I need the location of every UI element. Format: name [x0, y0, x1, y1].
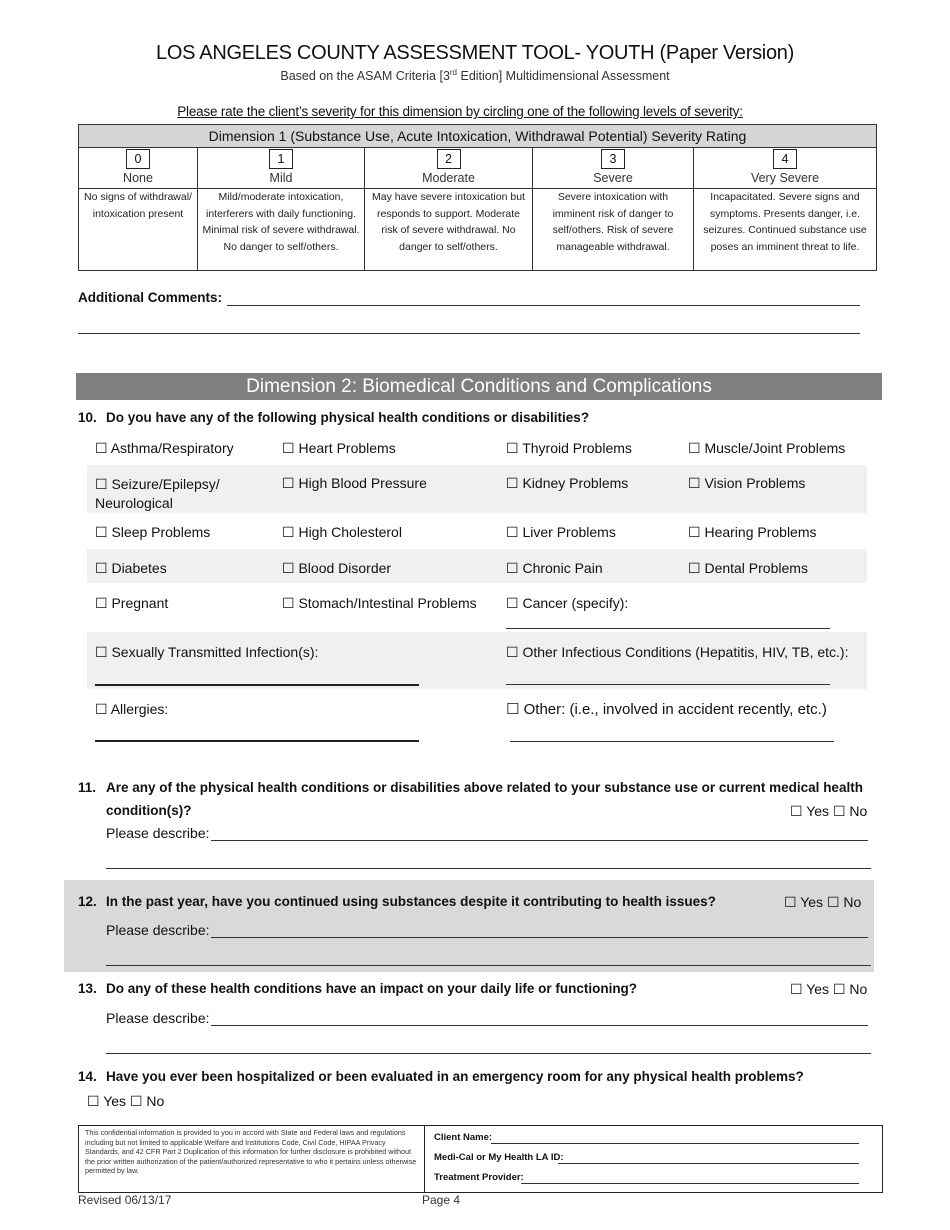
checkbox-stomach-intestinal[interactable]: ☐ Stomach/Intestinal Problems — [282, 595, 477, 611]
q13-yes-no — [790, 981, 867, 998]
q13-no-checkbox[interactable]: ☐ No — [832, 981, 868, 997]
q12-describe-line-1[interactable] — [211, 937, 868, 938]
checkbox-dental-problems[interactable]: ☐ Dental Problems — [688, 560, 808, 576]
q11-describe-line-2[interactable] — [106, 868, 871, 869]
checkbox-sleep-problems[interactable]: ☐ Sleep Problems — [95, 524, 211, 540]
q13-yes-checkbox[interactable]: ☐ Yes — [790, 981, 830, 997]
checkbox-high-blood-pressure[interactable]: ☐ High Blood Pressure — [282, 475, 427, 491]
checkbox-diabetes[interactable]: ☐ Diabetes — [95, 560, 167, 576]
checkbox-muscle-joint[interactable]: ☐ Muscle/Joint Problems — [688, 440, 846, 456]
question-14: 14. Have you ever been hospitalized or been evaluated in an emergency room for any physical health problems? — [78, 1069, 804, 1084]
checkbox-kidney-problems[interactable]: ☐ Kidney Problems — [506, 475, 629, 491]
confidentiality-notice: This confidential information is provided to you in accord with State and Federal laws and regulations including but not limited to applicable Welfare and Institutions Code, Civil Code, HIPAA Privacy Standards, and 42 CFR Part 2 Duplication of this information for further disclosure is prohibited without the prior written authorization of the patient/authorized representative to who it pertains unless otherwise permitted by law. — [79, 1126, 425, 1192]
q13-describe-line-1[interactable] — [211, 1025, 868, 1026]
checkbox-sti[interactable]: ☐ Sexually Transmitted Infection(s): — [95, 644, 319, 660]
revised-date: Revised 06/13/17 — [78, 1193, 172, 1207]
additional-comments-line-1[interactable] — [227, 305, 860, 306]
additional-comments-line-2[interactable] — [78, 333, 860, 334]
treatment-provider-field[interactable] — [521, 1183, 859, 1184]
q14-yes-no — [87, 1093, 164, 1110]
question-11: 11. Are any of the physical health conditions or disabilities above related to your substance use or current medical health — [78, 780, 863, 795]
checkbox-blood-disorder[interactable]: ☐ Blood Disorder — [282, 560, 392, 576]
severity-desc-2: May have severe intoxication but responds to support. Moderate risk of severe withdrawal. No danger to self/others. — [365, 189, 533, 270]
checkbox-high-cholesterol[interactable]: ☐ High Cholesterol — [282, 524, 402, 540]
severity-level-0[interactable]: 0 None — [79, 148, 198, 188]
client-name-field[interactable] — [491, 1143, 859, 1144]
question-10: 10. Do you have any of the following physical health conditions or disabilities? — [78, 410, 590, 425]
additional-comments-label: Additional Comments: — [78, 290, 222, 305]
severity-desc-1: Mild/moderate intoxication, interferers with daily functioning. Minimal risk of severe withdrawal. No danger to self/others. — [198, 189, 365, 270]
checkbox-liver-problems[interactable]: ☐ Liver Problems — [506, 524, 616, 540]
checkbox-hearing-problems[interactable]: ☐ Hearing Problems — [688, 524, 817, 540]
checkbox-other-infectious[interactable]: ☐ Other Infectious Conditions (Hepatitis, HIV, TB, etc.): — [506, 644, 849, 660]
checkbox-chronic-pain[interactable]: ☐ Chronic Pain — [506, 560, 603, 576]
severity-level-4[interactable]: 4 Very Severe — [694, 148, 876, 188]
page-number: Page 4 — [422, 1193, 461, 1207]
question-13: 13. Do any of these health conditions have an impact on your daily life or functioning? — [78, 981, 638, 996]
footer-box — [78, 1125, 883, 1193]
q13-describe-line-2[interactable] — [106, 1053, 871, 1054]
q12-describe-label: Please describe: — [106, 922, 210, 938]
q11-describe-line-1[interactable] — [211, 840, 868, 841]
q13-describe-label: Please describe: — [106, 1010, 210, 1026]
other-specify-line[interactable] — [510, 741, 834, 742]
question-12: 12. In the past year, have you continued using substances despite it contributing to health issues? — [78, 894, 716, 909]
client-name-label: Client Name: — [434, 1132, 493, 1143]
q12-yes-checkbox[interactable]: ☐ Yes — [784, 894, 824, 910]
medical-id-field[interactable] — [558, 1163, 859, 1164]
medical-id-label: Medi-Cal or My Health LA ID: — [434, 1152, 564, 1163]
allergies-specify-line[interactable] — [95, 740, 419, 742]
infectious-specify-line[interactable] — [506, 684, 830, 685]
treatment-provider-label: Treatment Provider: — [434, 1172, 524, 1183]
q11-no-checkbox[interactable]: ☐ No — [832, 803, 868, 819]
q11-describe-label: Please describe: — [106, 825, 210, 841]
checkbox-asthma[interactable]: ☐ Asthma/Respiratory — [95, 440, 234, 456]
q11-yes-no — [790, 803, 867, 820]
q12-no-checkbox[interactable]: ☐ No — [826, 894, 862, 910]
severity-level-1[interactable]: 1 Mild — [198, 148, 365, 188]
sti-specify-line[interactable] — [95, 684, 419, 686]
form-subtitle: Based on the ASAM Criteria [3rd Edition] Multidimensional Assessment — [280, 68, 670, 84]
checkbox-pregnant[interactable]: ☐ Pregnant — [95, 595, 169, 611]
severity-desc-4: Incapacitated. Severe signs and symptoms. Presents danger, i.e. seizures. Continued substance use poses an imminent threat to life. — [703, 191, 867, 253]
severity-descriptions-row — [79, 189, 876, 270]
form-title: LOS ANGELES COUNTY ASSESSMENT TOOL- YOUTH (Paper Version) — [156, 42, 794, 64]
checkbox-cancer[interactable]: ☐ Cancer (specify): — [506, 595, 629, 611]
severity-level-2[interactable]: 2 Moderate — [365, 148, 533, 188]
checkbox-heart-problems[interactable]: ☐ Heart Problems — [282, 440, 396, 456]
checkbox-allergies[interactable]: ☐ Allergies: — [95, 701, 169, 717]
checkbox-other[interactable]: ☐ Other: (i.e., involved in accident recently, etc.) — [506, 701, 827, 718]
q12-describe-line-2[interactable] — [106, 965, 871, 966]
severity-desc-3: Severe intoxication with imminent risk of danger to self/others. Risk of severe manageable withdrawal. — [533, 189, 694, 270]
severity-table-title: Dimension 1 (Substance Use, Acute Intoxication, Withdrawal Potential) Severity Rating — [79, 125, 876, 148]
question-11-cont: condition(s)? — [106, 803, 192, 818]
severity-level-3[interactable]: 3 Severe — [533, 148, 694, 188]
checkbox-vision-problems[interactable]: ☐ Vision Problems — [688, 475, 806, 491]
severity-rating-table — [78, 124, 877, 271]
severity-desc-0: No signs of withdrawal/intoxication present — [79, 189, 198, 270]
severity-instruction: Please rate the client’s severity for this dimension by circling one of the following levels of severity: — [177, 104, 743, 119]
dimension-2-header: Dimension 2: Biomedical Conditions and Complications — [76, 373, 882, 400]
severity-levels-row — [79, 148, 876, 189]
q11-yes-checkbox[interactable]: ☐ Yes — [790, 803, 830, 819]
q12-yes-no — [784, 894, 861, 911]
checkbox-thyroid-problems[interactable]: ☐ Thyroid Problems — [506, 440, 632, 456]
cancer-specify-line[interactable] — [506, 628, 830, 629]
checkbox-seizure[interactable]: ☐ Seizure/Epilepsy/ Neurological — [95, 476, 220, 511]
q14-yes-checkbox[interactable]: ☐ Yes — [87, 1093, 127, 1109]
q14-no-checkbox[interactable]: ☐ No — [129, 1093, 165, 1109]
